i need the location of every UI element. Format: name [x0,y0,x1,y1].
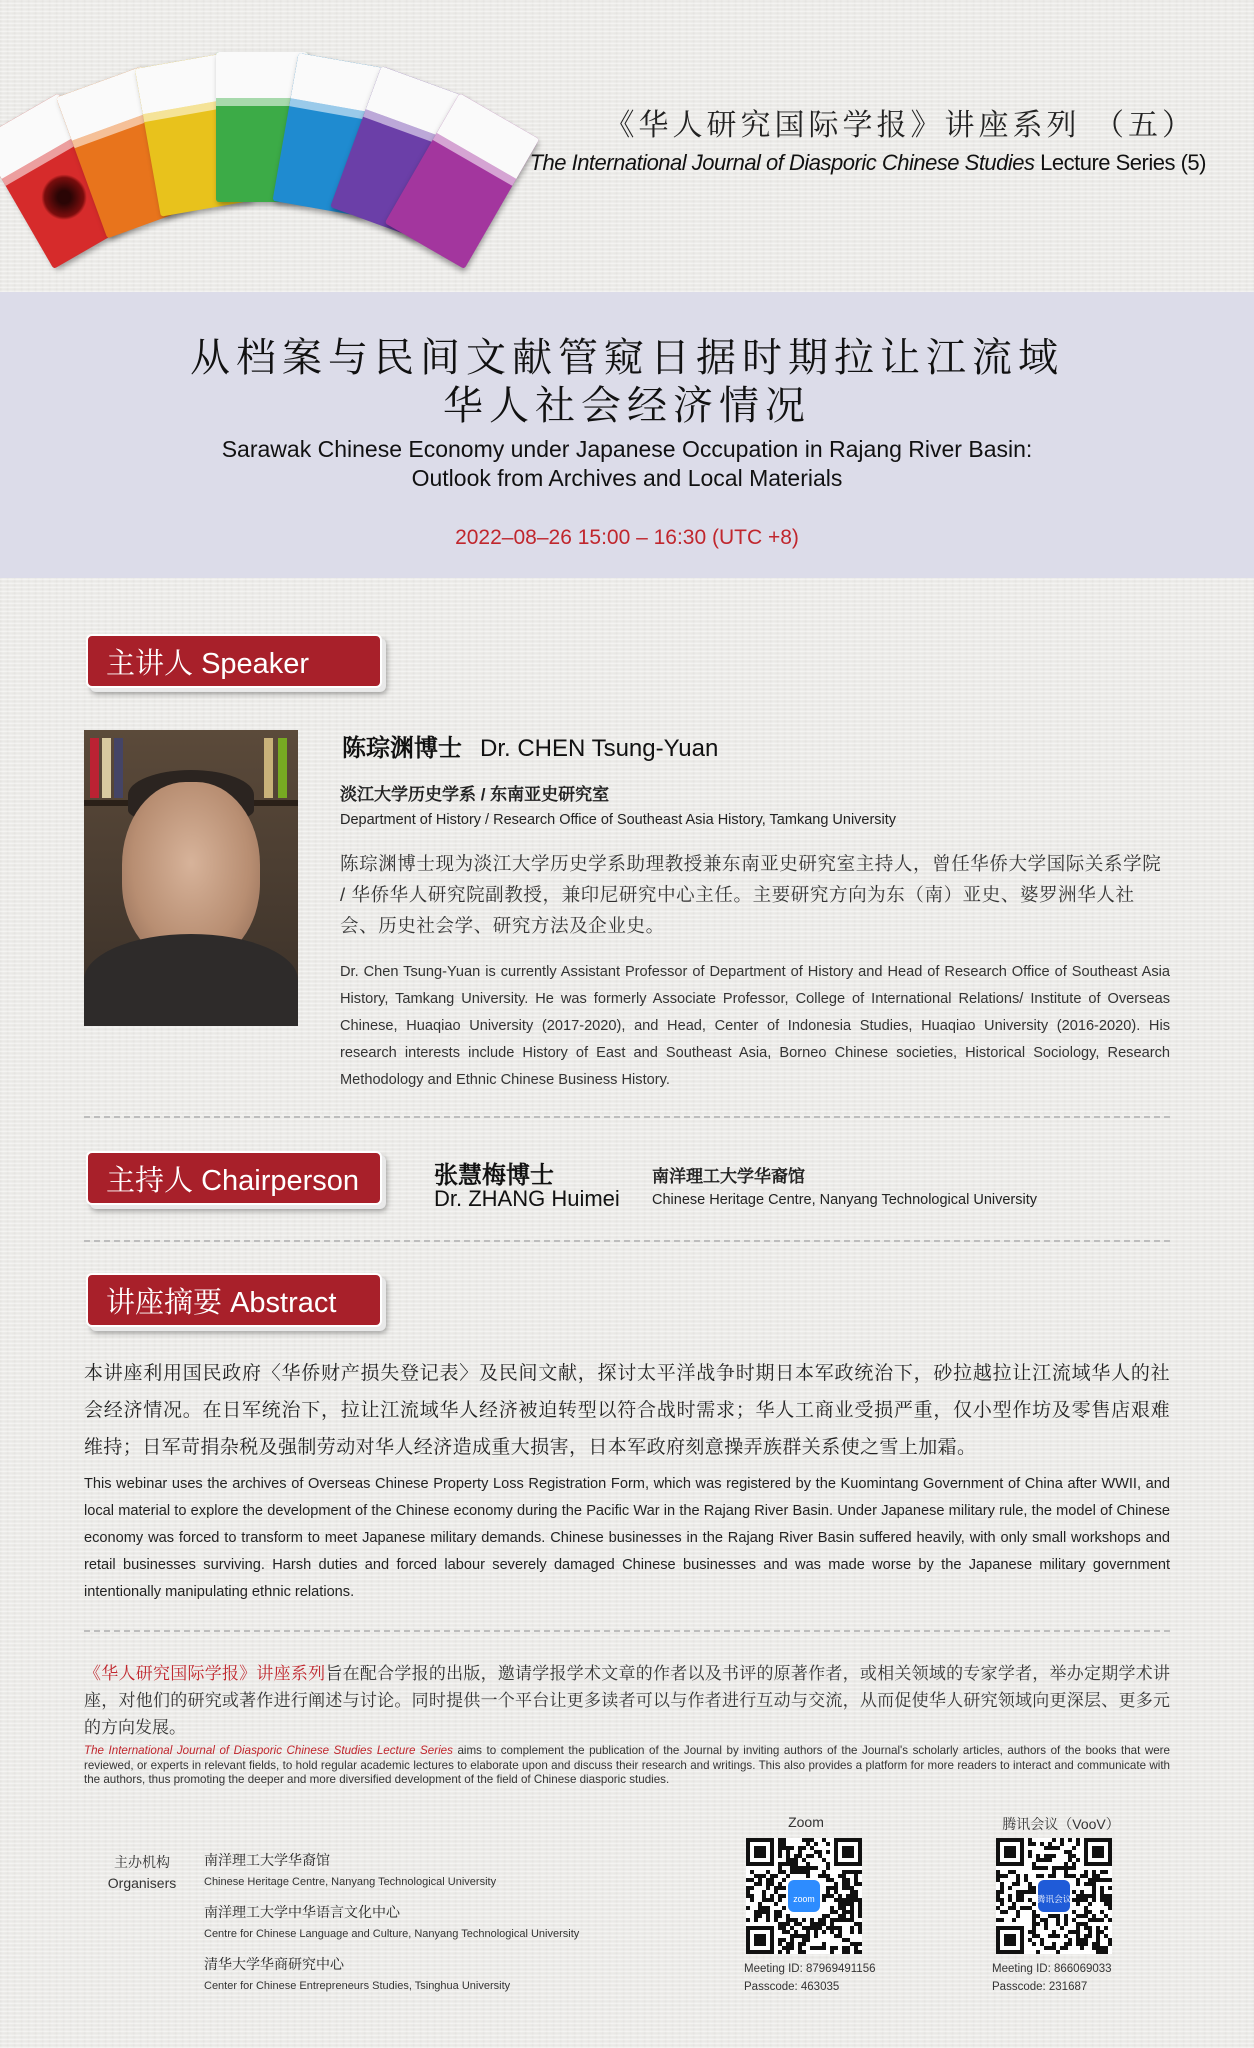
speaker-name-cn: 陈琮渊博士 [342,734,462,762]
chair-affiliation-en: Chinese Heritage Centre, Nanyang Technological University [652,1192,1037,1208]
speaker-photo [84,730,298,1026]
zoom-qr-code[interactable] [746,1838,862,1954]
zoom-meeting-info [744,1960,876,1996]
chair-tag-cn: 主持人 [106,1163,194,1197]
lecture-title-cn-line1: 从档案与民间文献管窥日据时期拉让江流域 [190,335,1064,381]
abstract-section-tag [86,1273,382,1327]
organiser-name-en: Centre for Chinese Language and Culture, Nanyang Technological University [204,1928,580,1940]
voov-meeting-info [992,1960,1112,1996]
abstract-text-en: This webinar uses the archives of Overseas Chinese Property Loss Registration Form, which was registered by the Kuomintang Government of China after WWII, and local material to explore the development of the Chinese economy during the Pacific War in the Rajang River Basin. Under Japanese military rule, the model of Chinese economy was forced to transform to meet Japanese military demands. Chinese businesses in the Rajang River Basin suffered heavily, with only small workshops and retail businesses surviving. Harsh duties and forced labour severely damaged Chinese businesses and was made worse by the Japanese military government intentionally manipulating ethnic relations. [84,1476,1170,1600]
speaker-tag-cn: 主讲人 [106,646,194,680]
series-title-cn: 《华人研究国际学报》讲座系列 （五） [604,108,1196,143]
organiser-item [204,1954,510,1992]
speaker-tag-en: Speaker [193,648,310,680]
svg-text:zoom: zoom [793,1894,815,1904]
chair-tag-en: Chairperson [193,1165,360,1197]
organiser-name-en: Center for Chinese Entrepreneurs Studies, Tsinghua University [204,1980,511,1992]
abstract-tag-en: Abstract [222,1287,337,1319]
voov-meeting-id: Meeting ID: 866069033 [992,1963,1112,1975]
abstract-text-cn: 本讲座利用国民政府〈华侨财产损失登记表〉及民间文献，探讨太平洋战争时期日本军政统治下，砂拉越拉让江流域华人的社会经济情况。在日军统治下，拉让江流域华人经济被迫转型以符合战时需求；华人工商业受损严重，仅小型作坊及零售店艰难维持；日军苛捐杂税及强制劳动对华人经济造成重大损害，日本军政府刻意操弄族群关系使之雪上加霜。 [84,1363,1170,1458]
speaker-section-tag [86,634,382,688]
organisers-label-en: Organisers [107,1875,177,1891]
divider [84,1630,1170,1632]
lecture-title-cn-line2: 华人社会经济情况 [443,383,811,429]
organiser-name-en: Chinese Heritage Centre, Nanyang Technological University [204,1876,497,1888]
zoom-meeting-id: Meeting ID: 87969491156 [744,1963,876,1975]
svg-text:腾讯会议: 腾讯会议 [1036,1894,1072,1904]
organisers-label-cn: 主办机构 [114,1854,170,1870]
lecture-title-en-line1: Sarawak Chinese Economy under Japanese Occupation in Rajang River Basin: [221,436,1033,462]
voov-qr-code[interactable] [996,1838,1112,1954]
organisers-label [96,1852,188,1894]
chair-affiliation-cn: 南洋理工大学华裔馆 [652,1167,805,1186]
series-intro-cn-text: 旨在配合学报的出版，邀请学报学术文章的作者以及书评的原著作者，或相关领域的专家学者，举办定期学术讲座，对他们的研究或著作进行阐述与讨论。同时提供一个平台让更多读者可以与作者进行互动与交流，从而促使华人研究领域向更深层、更多元的方向发展。 [84,1664,1171,1737]
lecture-title-en-line2: Outlook from Archives and Local Materials [411,465,843,491]
voov-label: 腾讯会议（VooV） [1002,1816,1120,1832]
speaker-bio-cn: 陈琮渊博士现为淡江大学历史学系助理教授兼东南亚史研究室主持人，曾任华侨大学国际关系学院 / 华侨华人研究院副教授，兼印尼研究中心主任。主要研究方向为东（南）亚史、婆罗洲华人社会、历史社会学、研究方法及企业史。 [340,853,1162,936]
lecture-datetime: 2022–08–26 15:00 – 16:30 (UTC +8) [455,526,799,549]
divider [84,1116,1170,1118]
series-name-cn: 《华人研究国际学报》讲座系列 [84,1664,326,1683]
divider [84,1240,1170,1242]
chairperson-section-tag [86,1151,382,1205]
journal-name: The International Journal of Diasporic Chinese Studies [529,150,1035,175]
chair-name-en: Dr. ZHANG Huimei [434,1186,620,1211]
organiser-item [204,1902,579,1940]
zoom-passcode: Passcode: 463035 [744,1981,840,1993]
series-intro-cn [84,1660,1170,1741]
organiser-name-cn: 南洋理工大学中华语言文化中心 [204,1904,400,1920]
speaker-name [342,728,718,763]
journal-covers-image [40,30,450,260]
speaker-affiliation-cn: 淡江大学历史学系 / 东南亚史研究室 [340,785,610,804]
voov-passcode: Passcode: 231687 [992,1981,1088,1993]
series-name-en: The International Journal of Diasporic Chinese Studies Lecture Series [84,1744,453,1757]
speaker-affiliation-en: Department of History / Research Office of Southeast Asia History, Tamkang University [340,812,897,828]
organiser-item [204,1850,496,1888]
series-title-en [530,150,1206,176]
organiser-name-cn: 清华大学华商研究中心 [204,1956,344,1972]
speaker-name-en: Dr. CHEN Tsung-Yuan [480,735,719,762]
organiser-name-cn: 南洋理工大学华裔馆 [204,1852,330,1868]
abstract-tag-cn: 讲座摘要 [106,1285,223,1319]
speaker-bio-en: Dr. Chen Tsung-Yuan is currently Assistant Professor of Department of History and Head of Research Office of Southeast Asia History, Tamkang University. He was formerly Associate Professor, College of International Relations/ Institute of Overseas Chinese, Huaqiao University (2017-2020), and Head, Center of Indonesia Studies, Huaqiao University (2016-2020). His research interests include History of East and Southeast Asia, Borneo Chinese societies, Historical Sociology, Research Methodology and Ethnic Chinese Business History. [340,964,1170,1088]
zoom-label: Zoom [788,1814,824,1830]
series-intro-en-text: aims to complement the publication of the Journal by inviting authors of the Journal's scholarly articles, authors of the books that were reviewed, or experts in relevant fields, to hold regular academic lectures to elaborate upon and discuss their research and writings. This also provides a platform for more readers to interact and communicate with the authors, thus promoting the deeper and more diversified development of the field of Chinese diasporic studies. [84,1744,1170,1786]
series-intro-en [84,1744,1170,1788]
series-suffix: Lecture Series (5) [1034,150,1206,175]
chair-name-cn: 张慧梅博士 [434,1161,554,1189]
